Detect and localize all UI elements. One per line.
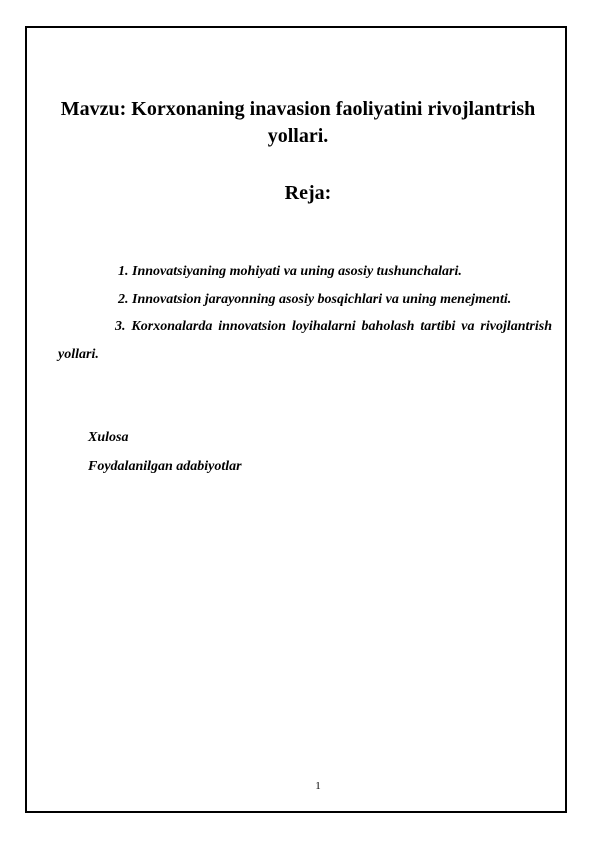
references-heading: Foydalanilgan adabiyotlar (88, 459, 242, 474)
page-number: 1 (315, 780, 321, 792)
plan-item-3: 3. Korxonalarda innovatsion loyihalarni baholash tartibi va rivojlantrish yollari. (58, 319, 552, 362)
conclusion-heading: Xulosa (88, 430, 129, 445)
plan-item-1: 1. Innovatsiyaning mohiyati va uning asosiy tushunchalari. (118, 264, 462, 279)
plan-list (58, 258, 552, 368)
plan-heading: Reja: (284, 182, 332, 204)
document-title: Mavzu: Korxonaning inavasion faoliyatini rivojlantrish yollari. (60, 98, 536, 147)
plan-item-2: 2. Innovatsion jarayonning asosiy bosqichlari va uning menejmenti. (118, 291, 512, 307)
